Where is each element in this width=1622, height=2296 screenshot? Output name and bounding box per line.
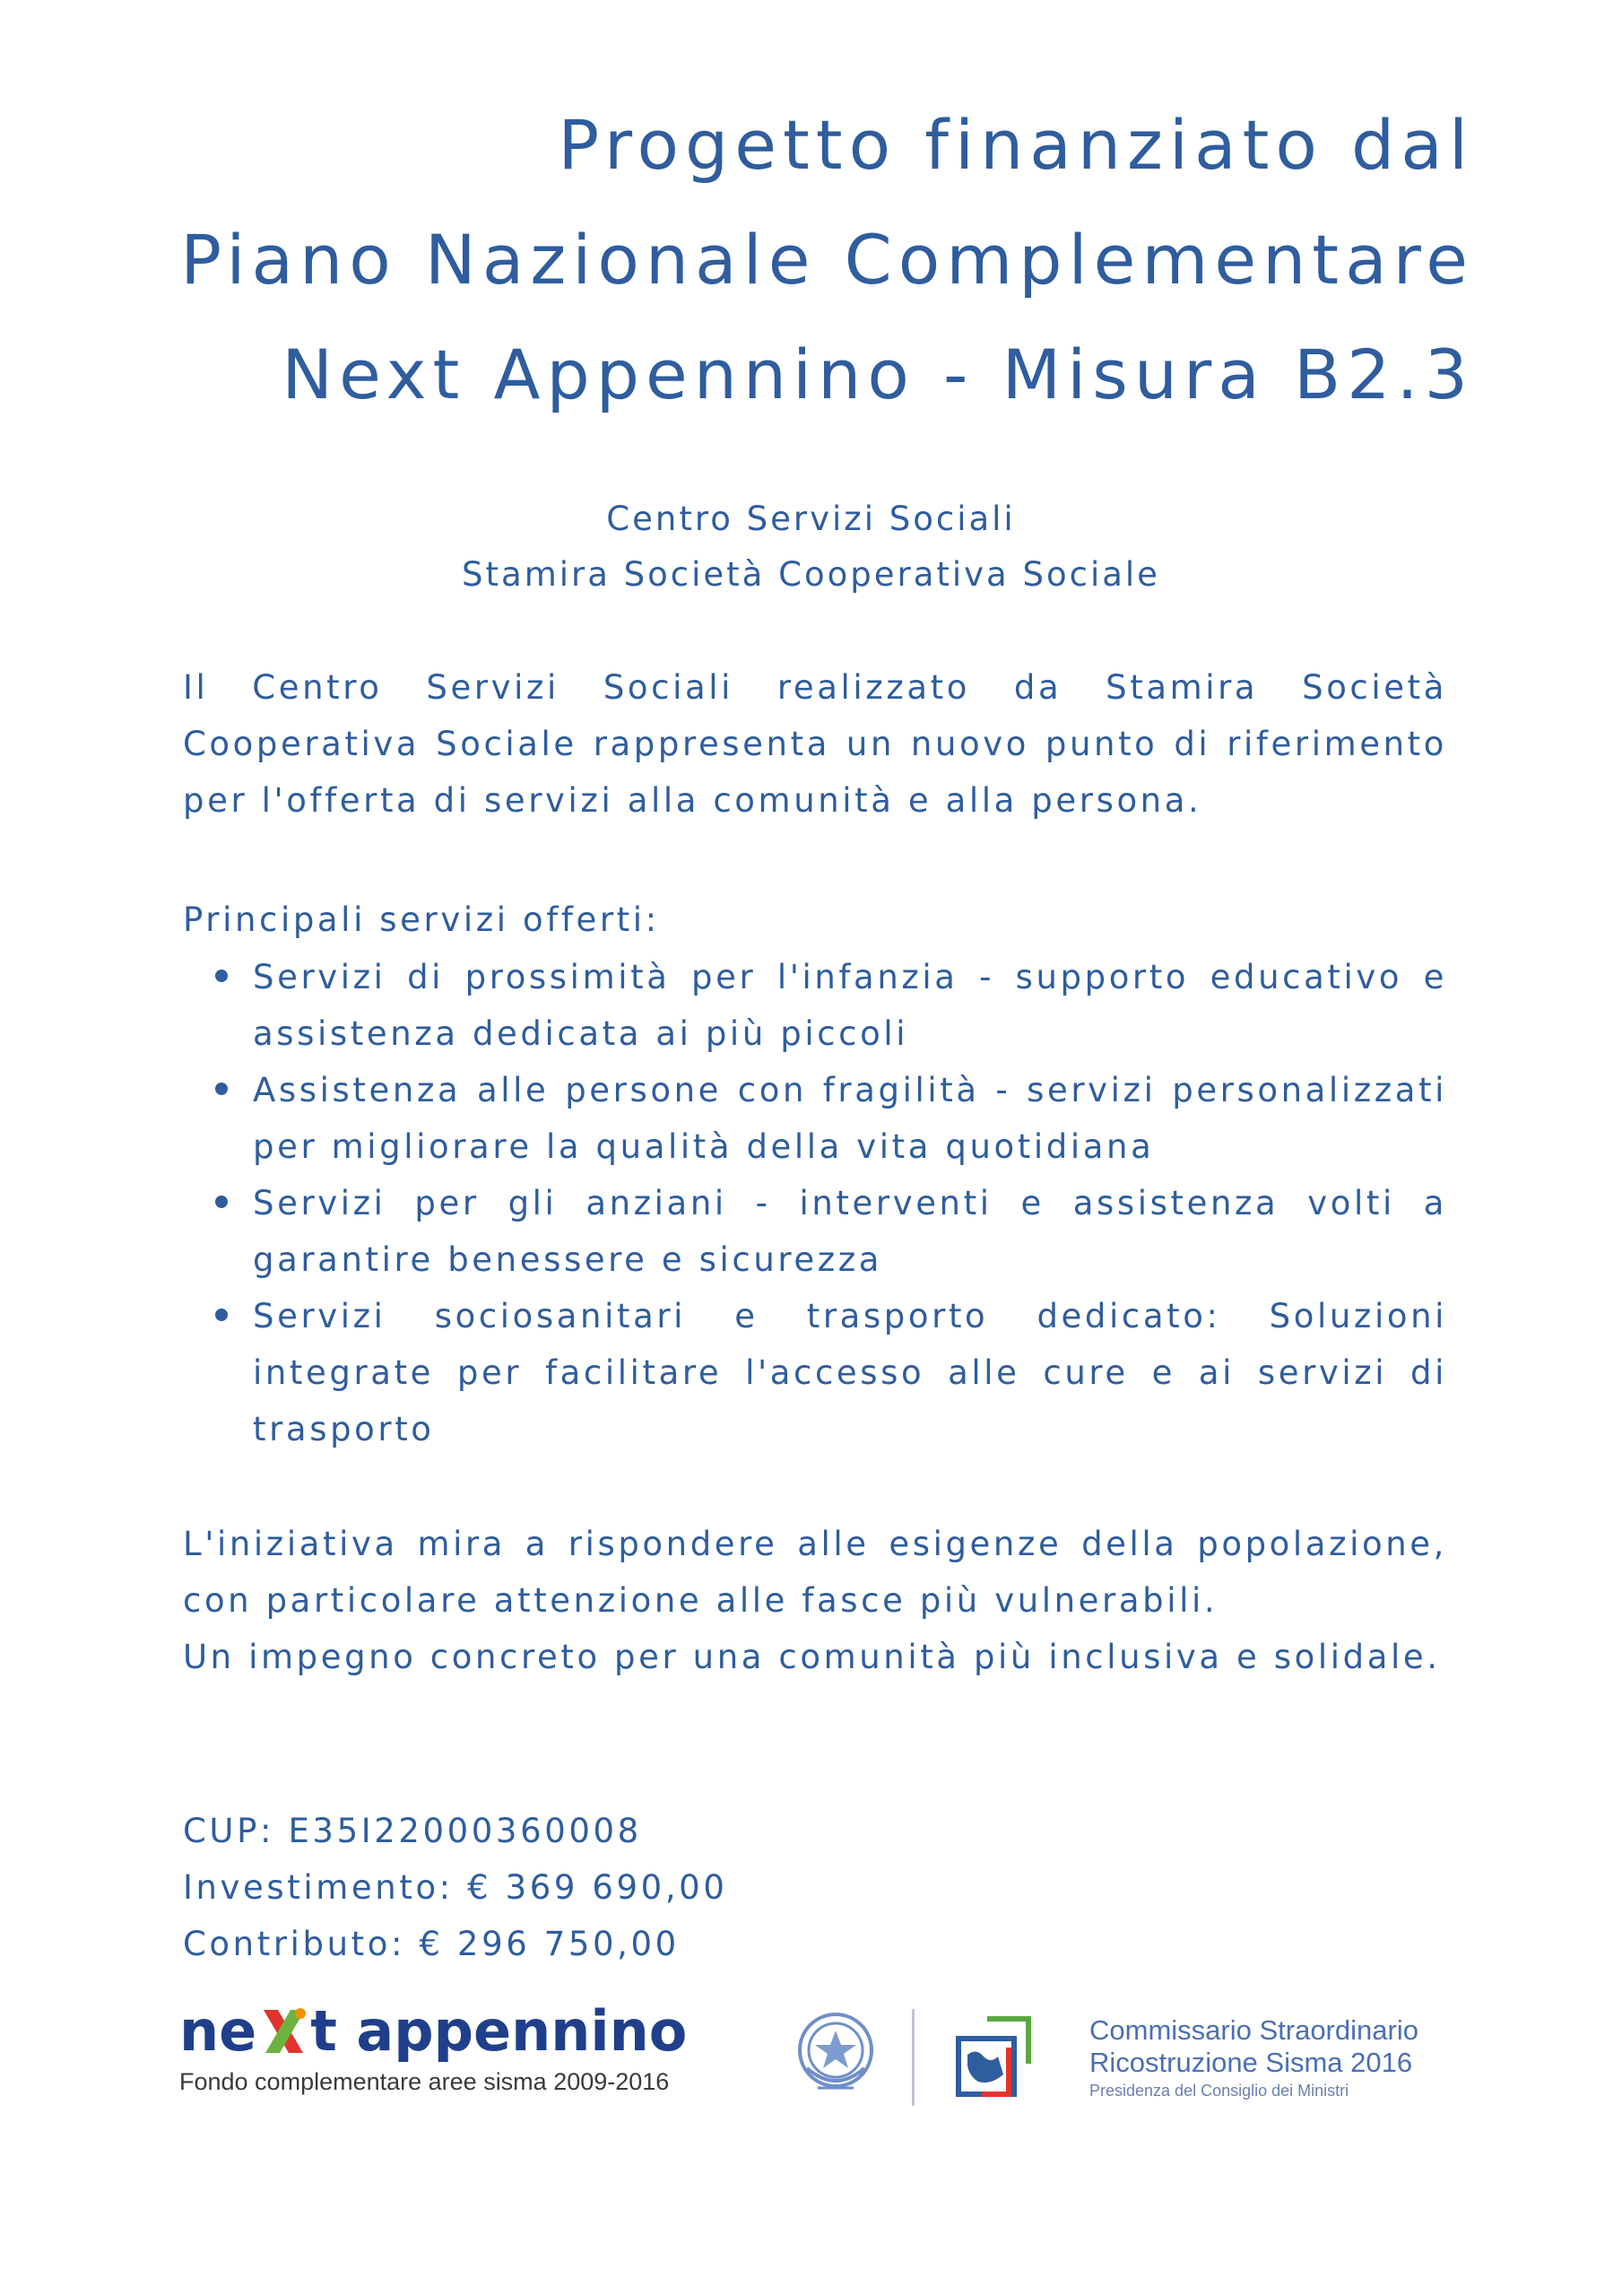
intro-paragraph: Il Centro Servizi Sociali realizzato da Stamira Società Cooperativa Sociale rappresenta un nuovo punto di riferimento per l'offerta di servizi alla comunità e alla persona.	[183, 668, 1447, 820]
commissario-logo-icon	[946, 2012, 1036, 2101]
commissario-line-2: Ricostruzione Sisma 2016	[1089, 2047, 1413, 2078]
contribution-amount: Contributo: € 296 750,00	[183, 1925, 680, 1963]
list-item	[183, 1175, 1447, 1288]
project-details	[183, 1803, 1447, 1972]
title-line-2: Piano Nazionale Complementare	[180, 220, 1474, 300]
italian-republic-emblem-icon	[791, 2004, 880, 2102]
subheading	[0, 491, 1622, 603]
commissario-line-1: Commissario Straordinario	[1089, 2014, 1418, 2046]
bullet-icon	[215, 1309, 228, 1321]
commissario-line-3: Presidenza del Consiglio dei Ministri	[1089, 2082, 1349, 2100]
next-appennino-wordmark	[179, 1998, 688, 2064]
list-item	[183, 1062, 1447, 1175]
next-x-icon	[258, 2005, 308, 2058]
commissario-text	[1089, 2014, 1466, 2102]
services-title: Principali servizi offerti:	[183, 900, 660, 939]
subheading-line-2: Stamira Società Cooperativa Sociale	[462, 555, 1160, 594]
subheading-line-1: Centro Servizi Sociali	[606, 500, 1016, 538]
list-item	[183, 949, 1447, 1062]
title-line-1: Progetto finanziato dal	[558, 105, 1474, 185]
bullet-icon	[215, 1083, 228, 1095]
investment-amount: Investimento: € 369 690,00	[183, 1868, 728, 1907]
list-item-text: Servizi per gli anziani - interventi e assistenza volti a garantire benessere e sicurezza	[253, 1184, 1447, 1279]
list-item-text: Servizi di prossimità per l'infanzia - supporto educativo e assistenza dedicata ai più piccoli	[253, 958, 1447, 1053]
closing-p2: Un impegno concreto per una comunità più inclusiva e solidale.	[183, 1638, 1441, 1676]
bullet-icon	[215, 970, 228, 982]
logo-text-post: t appennino	[310, 1998, 688, 2064]
page-title	[129, 88, 1474, 432]
logo-divider	[912, 2009, 915, 2106]
next-appennino-logo	[179, 1998, 688, 2100]
bullet-icon	[215, 1196, 228, 1208]
next-appennino-subtitle: Fondo complementare aree sisma 2009-2016	[179, 2068, 670, 2095]
closing-paragraph	[183, 1516, 1447, 1685]
services-list	[183, 949, 1447, 1457]
logo-text-pre: ne	[179, 1998, 257, 2064]
list-item-text: Assistenza alle persone con fragilità - servizi personalizzati per migliorare la qualità della vita quotidiana	[253, 1071, 1447, 1166]
closing-p1: L'iniziativa mira a rispondere alle esigenze della popolazione, con particolare attenzione alle fasce più vulnerabili.	[183, 1525, 1447, 1620]
cup-code: CUP: E35I22000360008	[183, 1812, 642, 1850]
list-item	[183, 1288, 1447, 1457]
title-line-3: Next Appennino - Misura B2.3	[282, 335, 1474, 414]
list-item-text: Servizi sociosanitari e trasporto dedicato: Soluzioni integrate per facilitare l'accesso alle cure e ai servizi di trasporto	[253, 1297, 1447, 1448]
